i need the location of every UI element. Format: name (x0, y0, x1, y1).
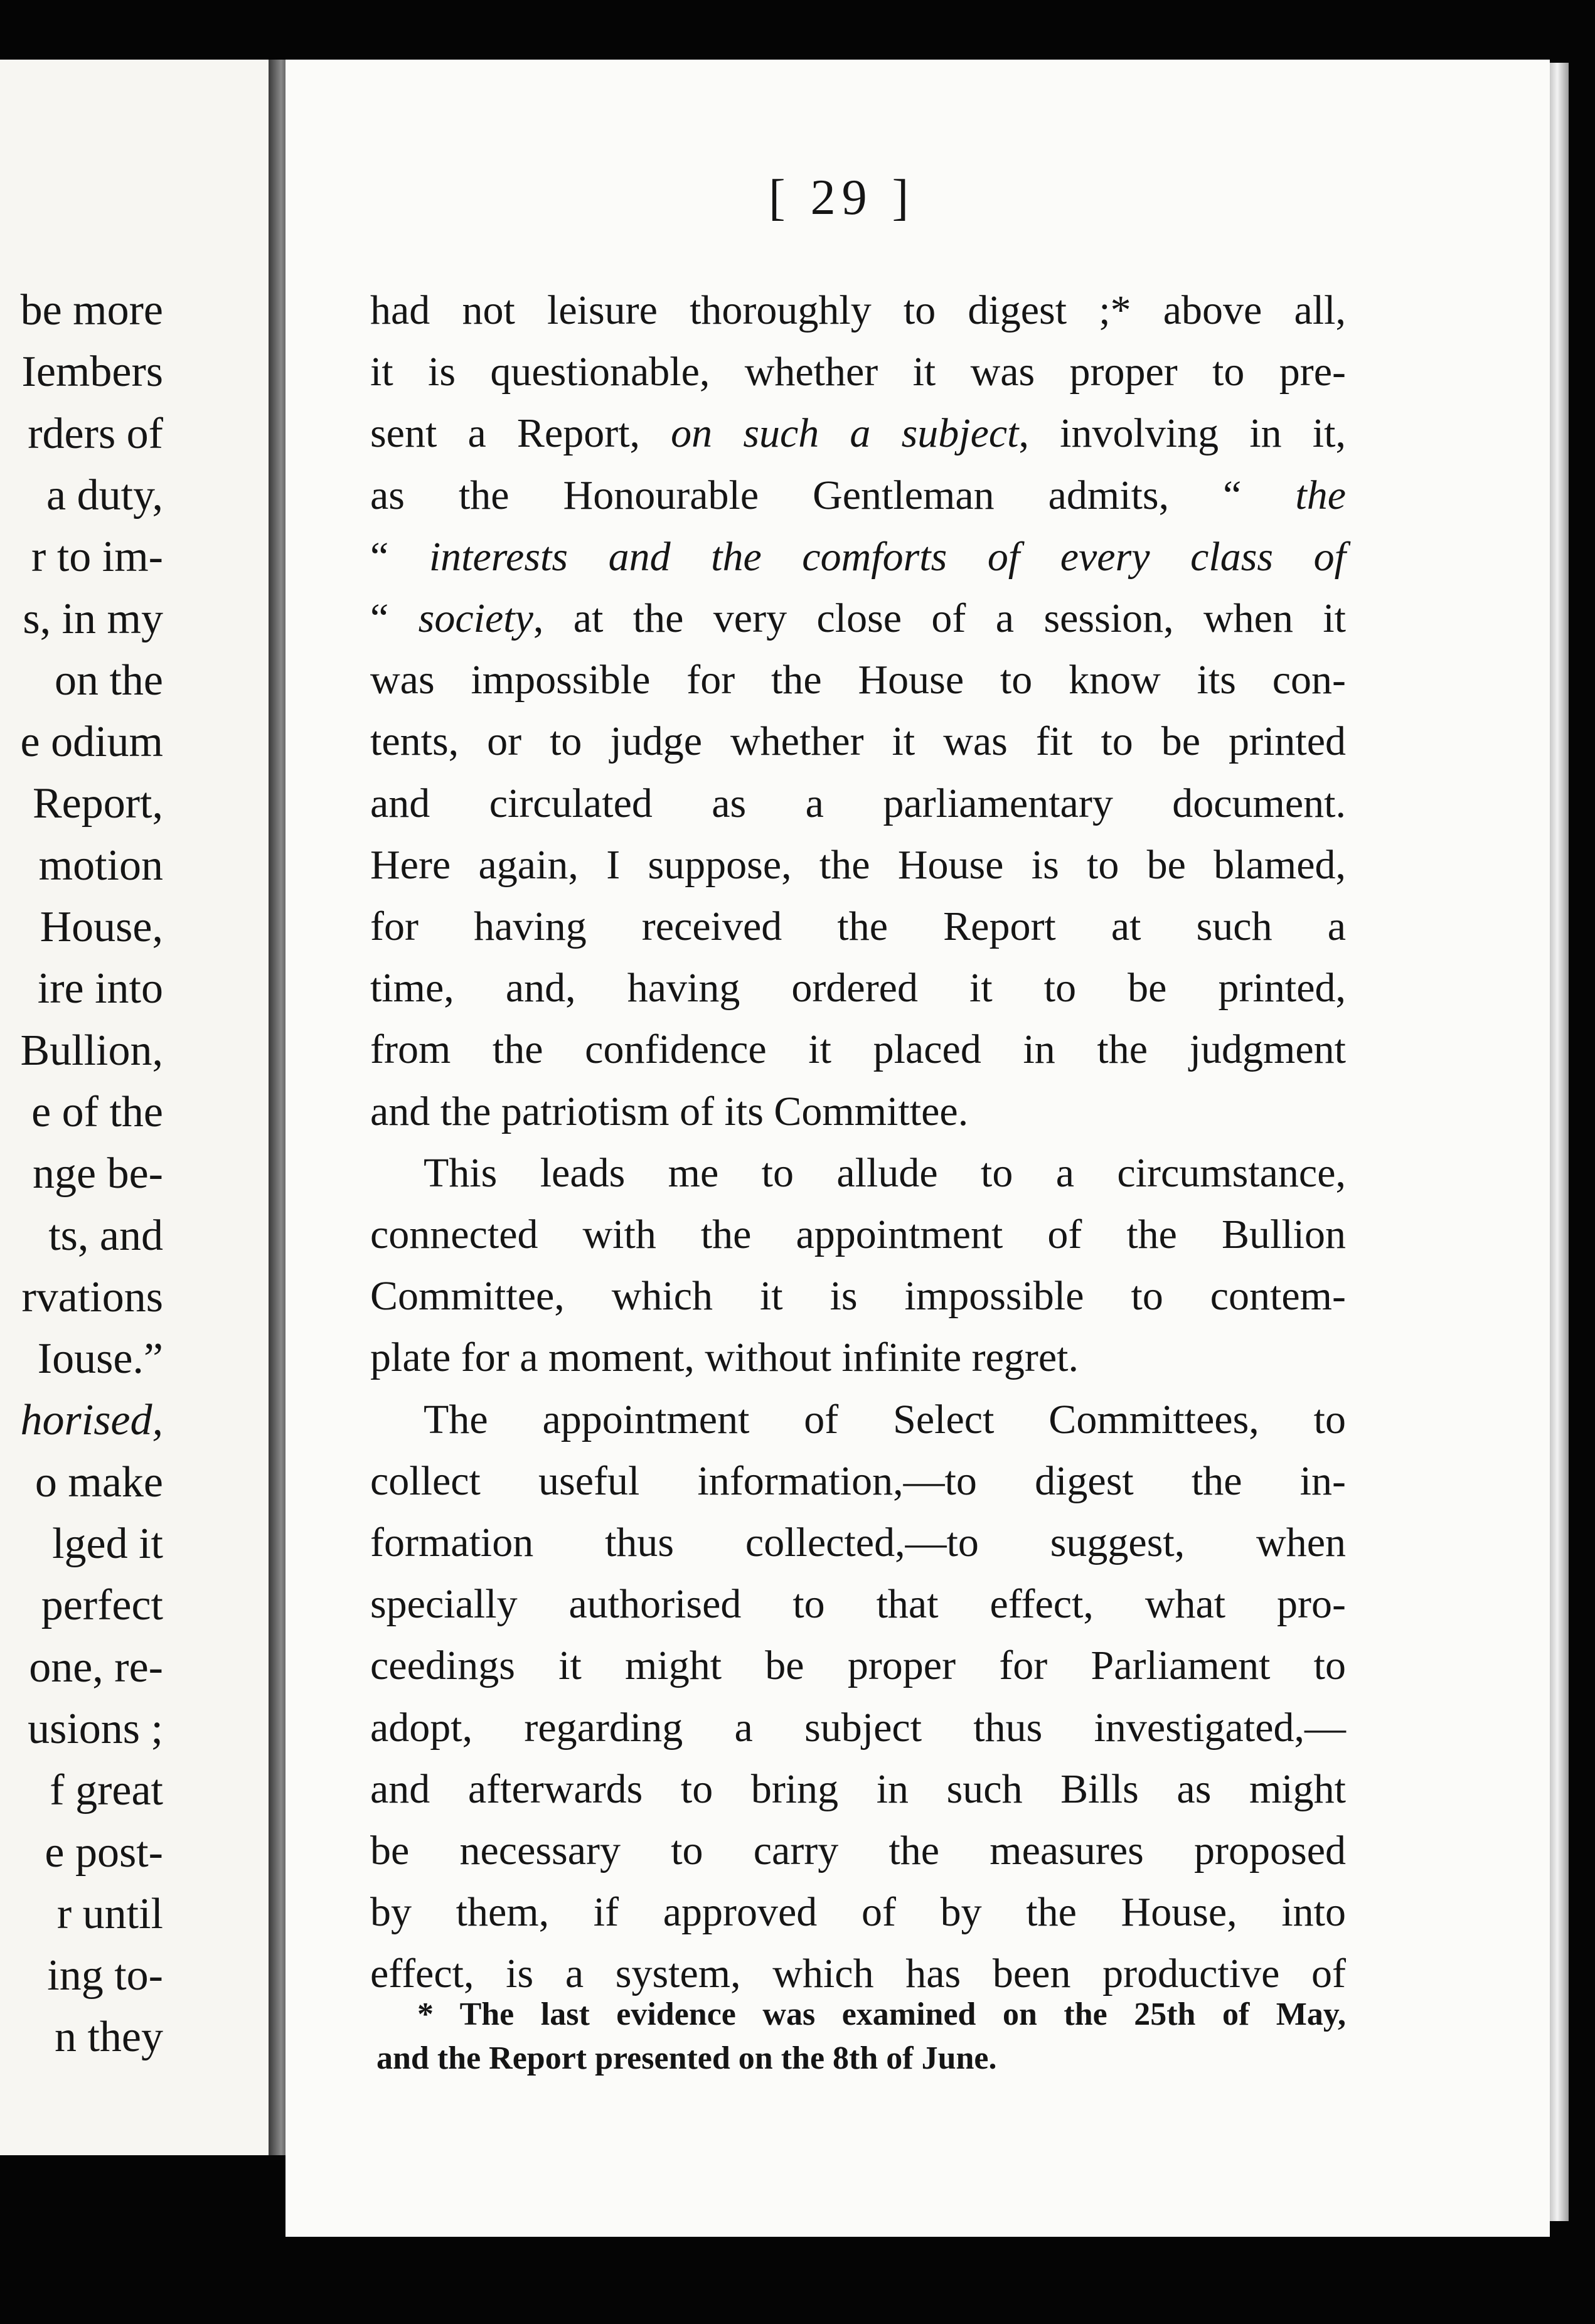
facing-text-line: lged it (52, 1520, 163, 1568)
text-line: and circulated as a parliamentary document. (370, 780, 1346, 826)
text-line: effect, is a system, which has been productive of (370, 1951, 1346, 1997)
facing-text-line: e post- (45, 1828, 163, 1877)
text-line: Committee, which it is impossible to contem- (370, 1273, 1346, 1319)
text-line: specially authorised to that effect, what pro- (370, 1581, 1346, 1628)
text-line: “ interests and the comforts of every class of (370, 533, 1346, 580)
facing-page (0, 60, 270, 2155)
text-line: was impossible for the House to know its con- (370, 657, 1346, 703)
facing-text-line: Report, (32, 779, 163, 828)
facing-text-line: motion (38, 841, 163, 890)
facing-text-line: ts, and (48, 1211, 163, 1260)
text-line: by them, if approved of by the House, into (370, 1889, 1346, 1936)
facing-text-line: ing to- (47, 1951, 163, 2000)
text-line: formation thus collected,—to suggest, when (370, 1520, 1346, 1565)
text-line: it is questionable, whether it was proper to pre- (370, 349, 1346, 395)
facing-text-line: rders of (28, 409, 163, 458)
page-number: [ 29 ] (769, 170, 915, 225)
facing-text-line: o make (35, 1458, 163, 1506)
text-line: plate for a moment, without infinite regret. (370, 1335, 1079, 1381)
text-line: from the confidence it placed in the judgment (370, 1026, 1346, 1073)
text-line: had not leisure thoroughly to digest ;* above all, (370, 287, 1346, 333)
facing-text-line: House, (40, 903, 163, 951)
facing-text-line: perfect (41, 1581, 163, 1630)
facing-text-line: Iouse.” (37, 1335, 163, 1383)
facing-text-line: r until (56, 1889, 163, 1938)
facing-text-line: e odium (20, 718, 163, 767)
text-line: as the Honourable Gentleman admits, “ the (370, 472, 1346, 518)
text-line: “ society, at the very close of a session, when it (370, 595, 1347, 641)
text-line: ceedings it might be proper for Parliament to (370, 1643, 1346, 1689)
text-line: collect useful information,—to digest the in- (370, 1458, 1346, 1504)
facing-text-line: rvations (21, 1272, 163, 1321)
text-line: and afterwards to bring in such Bills as might (370, 1766, 1346, 1812)
text-line: for having received the Report at such a (370, 903, 1346, 949)
facing-text-line: usions ; (28, 1704, 163, 1753)
text-line: Here again, I suppose, the House is to be blamed, (370, 841, 1346, 888)
text-line: be necessary to carry the measures proposed (370, 1828, 1346, 1874)
facing-text-line: on the (54, 656, 163, 705)
facing-text-line: n they (54, 2013, 163, 2062)
text-line: and the patriotism of its Committee. (370, 1088, 969, 1134)
text-line: tents, or to judge whether it was fit to be printed (370, 718, 1346, 765)
text-line: adopt, regarding a subject thus investigated,— (370, 1704, 1346, 1751)
text-line: The appointment of Select Committees, to (424, 1396, 1346, 1442)
facing-text-line: one, re- (29, 1643, 163, 1692)
facing-text-line: Bullion, (20, 1026, 163, 1075)
facing-text-line: e of the (31, 1087, 163, 1136)
facing-text-line: s, in my (23, 594, 163, 643)
text-line: connected with the appointment of the Bullion (370, 1212, 1346, 1257)
facing-text-line: a duty, (46, 471, 163, 520)
text-line: time, and, having ordered it to be printed, (370, 965, 1346, 1011)
facing-text-line: nge be- (33, 1149, 163, 1198)
facing-text-line: r to im- (31, 533, 163, 582)
facing-text-line: ire into (37, 964, 163, 1013)
facing-text-line: Iembers (21, 348, 163, 397)
text-line: sent a Report, on such a subject, involving in it, (370, 410, 1346, 457)
text-line: This leads me to allude to a circumstance, (424, 1149, 1346, 1196)
facing-text-line: f great (50, 1766, 163, 1815)
footnote-line: and the Report presented on the 8th of June. (376, 2040, 997, 2076)
footnote-line: * The last evidence was examined on the 25th of May, (417, 1996, 1346, 2032)
page-edge (1550, 63, 1569, 2221)
facing-text-line: be more (20, 286, 163, 334)
facing-text-line: horised, (20, 1396, 163, 1445)
